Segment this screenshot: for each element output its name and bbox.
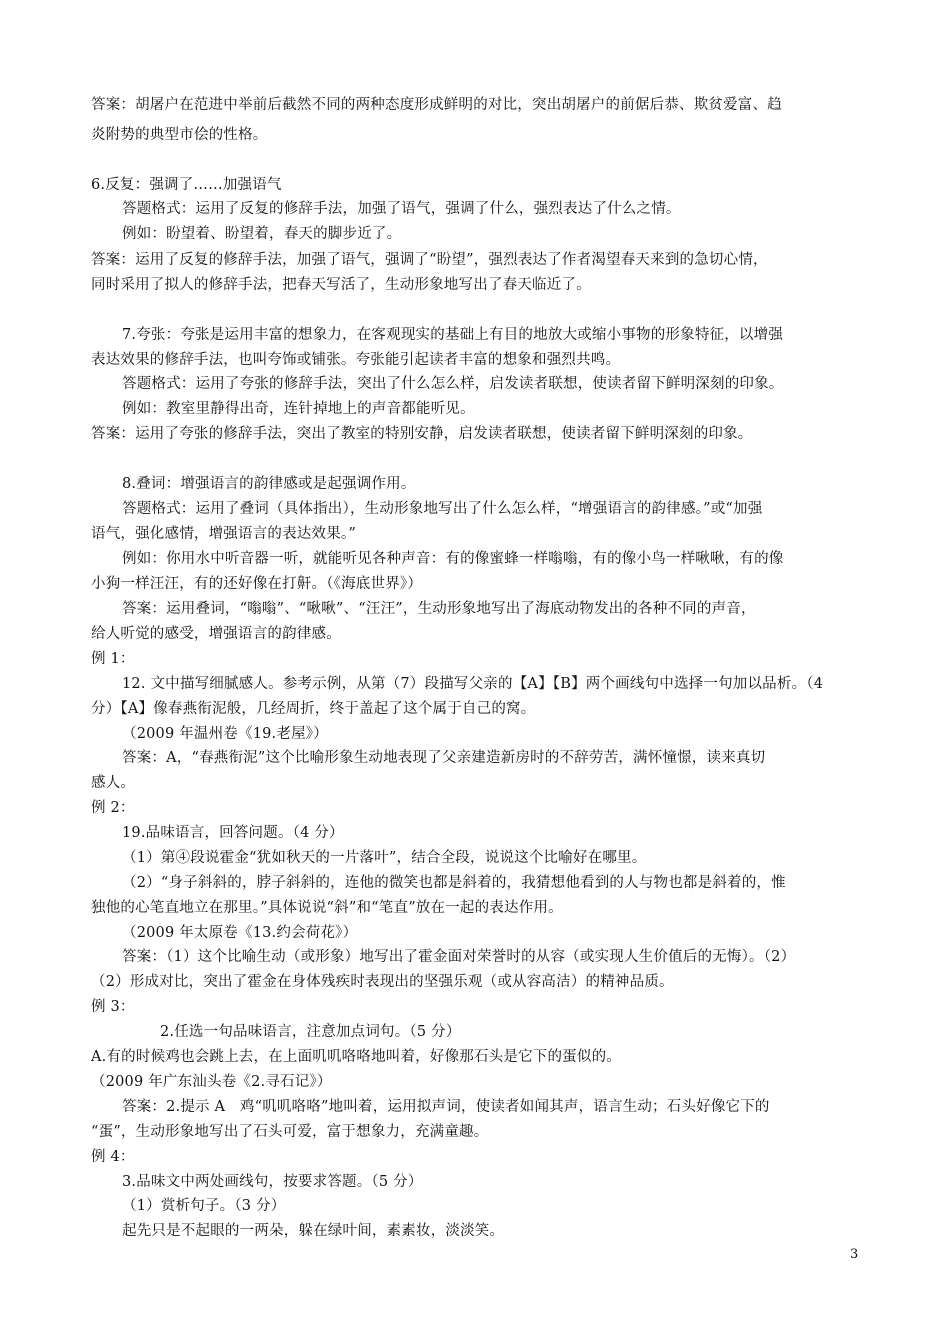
page-number: 3: [850, 1247, 859, 1262]
text-line: 3.品味文中两处画线句，按要求答题。（5 分）: [122, 1174, 423, 1190]
text-line: 答案：（1）这个比喻生动（或形象）地写出了霍金面对荣誉时的从容（或实现人生价值后的无悔）。（2）: [122, 949, 796, 965]
text-line: 19.品味语言，回答问题。（4 分）: [122, 825, 344, 841]
text-line: 炎附势的典型市侩的性格。: [91, 127, 268, 143]
source-citation: （2009 年温州卷《19.老屋》）: [122, 726, 328, 742]
text-line: （1）第④段说霍金“犹如秋天的一片落叶”，结合全段，说说这个比喻好在哪里。: [122, 850, 647, 866]
example-label: 例 3：: [91, 999, 135, 1015]
example-label: 例 4：: [91, 1149, 135, 1165]
text-line: 12. 文中描写细腻感人。参考示例，从第（7）段描写父亲的【A】【B】两个画线句中选择一句加以品析。（4: [122, 676, 824, 692]
text-line: 分）【A】像春燕衔泥般，几经周折，终于盖起了这个属于自己的窝。: [91, 701, 536, 717]
text-line: （1）赏析句子。（3 分）: [122, 1198, 286, 1214]
text-line: 答案：胡屠户在范进中举前后截然不同的两种态度形成鲜明的对比，突出胡屠户的前倨后恭、欺贫爱富、趋: [91, 97, 782, 113]
text-line: 2.任选一句品味语言，注意加点词句。（5 分）: [160, 1024, 461, 1040]
text-line: 表达效果的修辞手法，也叫夸饰或铺张。夸张能引起读者丰富的想象和强烈共鸣。: [91, 352, 621, 368]
text-line: 答案：运用叠词，“嗡嗡”、“啾啾”、“汪汪”，生动形象地写出了海底动物发出的各种不同的声音，: [122, 601, 756, 617]
text-line: 答案：2.提示 A 鸡“叽叽咯咯”地叫着，运用拟声词，使读者如闻其声，语言生动；石头好像它下的: [122, 1099, 770, 1115]
text-line: 答案：运用了夸张的修辞手法，突出了教室的特别安静，启发读者联想，使读者留下鲜明深刻的印象。: [91, 426, 753, 442]
text-line: 语气，强化感情，增强语言的表达效果。”: [91, 526, 356, 542]
text-line: A.有的时候鸡也会跳上去，在上面叽叽咯咯地叫着，好像那石头是它下的蛋似的。: [91, 1049, 621, 1065]
text-line: 7.夸张：夸张是运用丰富的想象力，在客观现实的基础上有目的地放大或缩小事物的形象特征，以增强: [122, 327, 784, 343]
example-label: 例 2：: [91, 800, 135, 816]
text-line: 例如：你用水中听音器一听，就能听见各种声音：有的像蜜蜂一样嗡嗡，有的像小鸟一样啾啾，有的像: [122, 551, 784, 567]
text-line: （2）“身子斜斜的，脖子斜斜的，连他的微笑也都是斜着的，我猜想他看到的人与物也都是斜着的，惟: [122, 875, 786, 891]
source-citation: （2009 年广东汕头卷《2.寻石记》）: [91, 1074, 332, 1090]
text-line: 起先只是不起眼的一两朵，躲在绿叶间，素素妆，淡淡笑。: [122, 1223, 505, 1239]
source-citation: （2009 年太原卷《13.约会荷花》）: [122, 925, 358, 941]
text-line: 给人听觉的感受，增强语言的韵律感。: [91, 626, 341, 642]
text-line: 例如：教室里静得出奇，连针掉地上的声音都能听见。: [122, 401, 475, 417]
text-line: 同时采用了拟人的修辞手法，把春天写活了，生动形象地写出了春天临近了。: [91, 277, 591, 293]
text-line: 6.反复：强调了……加强语气: [91, 177, 282, 193]
text-line: 感人。: [91, 775, 136, 791]
text-line: 8.叠词：增强语言的韵律感或是起强调作用。: [122, 476, 416, 492]
text-line: “蛋”，生动形象地写出了石头可爱，富于想象力，充满童趣。: [91, 1124, 489, 1140]
text-line: （2）形成对比，突出了霍金在身体残疾时表现出的坚强乐观（或从容高洁）的精神品质。: [91, 974, 674, 990]
example-label: 例 1：: [91, 651, 135, 667]
text-line: 答题格式：运用了反复的修辞手法，加强了语气，强调了什么，强烈表达了什么之情。: [122, 201, 681, 217]
text-line: 独他的心笔直地立在那里。”具体说说“斜”和“笔直”放在一起的表达作用。: [91, 900, 563, 916]
text-line: 答案：A，“春燕衔泥”这个比喻形象生动地表现了父亲建造新房时的不辞劳苦，满怀憧憬，读来真切: [122, 750, 766, 766]
text-line: 答案：运用了反复的修辞手法，加强了语气，强调了“盼望”，强烈表达了作者渴望春天来到的急切心情，: [91, 252, 768, 268]
text-line: 答题格式：运用了夸张的修辞手法，突出了什么怎么样，启发读者联想，使读者留下鲜明深刻的印象。: [122, 376, 784, 392]
text-line: 小狗一样汪汪，有的还好像在打鼾。（《海底世界》）: [91, 576, 423, 592]
text-line: 答题格式：运用了叠词（具体指出），生动形象地写出了什么怎么样，“增强语言的韵律感。”或“加强: [122, 501, 763, 517]
text-line: 例如：盼望着、盼望着，春天的脚步近了。: [122, 226, 402, 242]
